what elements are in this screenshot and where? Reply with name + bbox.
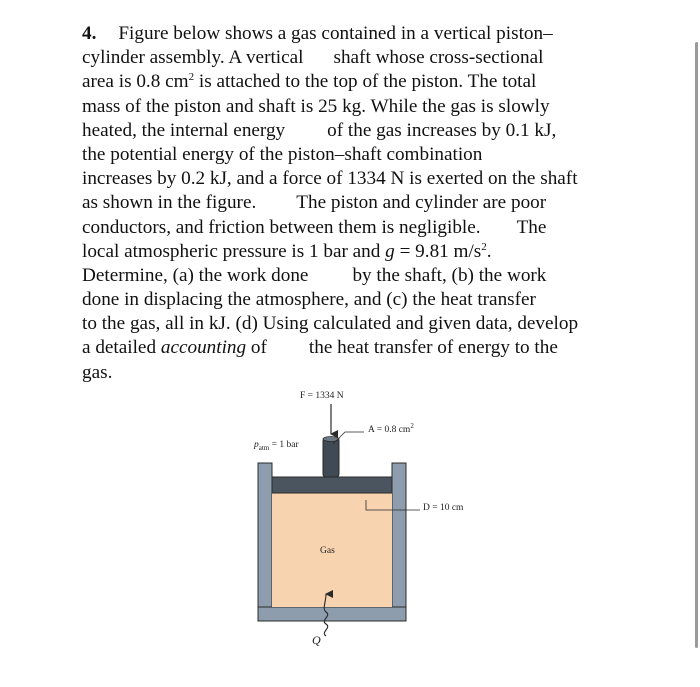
text-run: gas. xyxy=(82,361,113,383)
text-line xyxy=(82,361,642,385)
text-line xyxy=(82,70,642,94)
shaft xyxy=(323,438,339,477)
superscript: 2 xyxy=(188,71,195,84)
heat-label: Q xyxy=(312,633,321,647)
cylinder-wall-right xyxy=(392,463,406,621)
text-line xyxy=(82,312,642,336)
text-run: heated, the internal energy xyxy=(82,119,286,141)
area-label: A = 0.8 $cm^2$ xyxy=(368,422,414,435)
patm-label: $p_{atm} = 1$ bar xyxy=(254,440,299,452)
text-run: area is 0.8 cm xyxy=(82,71,189,93)
text-run: of the gas increases by 0.1 kJ, xyxy=(327,119,557,141)
figure-drawing xyxy=(240,388,480,678)
text-line xyxy=(82,95,642,119)
text-line xyxy=(82,264,642,288)
text-line xyxy=(82,288,642,312)
problem-number: 4. xyxy=(82,23,97,44)
superscript: 2 xyxy=(481,240,487,253)
diameter-label: D = 10 cm xyxy=(423,503,464,513)
text-run: as shown in the figure. xyxy=(82,192,257,214)
text-line xyxy=(82,143,642,167)
text-line xyxy=(82,46,642,70)
text-run: to the gas, all in kJ. (d) Using calculated and given data, develop xyxy=(82,313,579,335)
text-run: cylinder assembly. A vertical xyxy=(82,47,304,69)
text-run: . xyxy=(486,240,492,262)
text-line xyxy=(82,119,642,143)
force-label: F = 1334 N xyxy=(300,391,344,401)
gas-label: Gas xyxy=(320,546,335,556)
text-line xyxy=(82,216,642,240)
text-run: a detailed xyxy=(82,337,161,359)
text-run-italic: accounting xyxy=(160,337,247,359)
cylinder-wall-bottom xyxy=(258,607,406,621)
text-run: is attached to the top of the piston. The total xyxy=(194,71,537,93)
text-run-italic: g xyxy=(385,240,395,262)
scrollbar-thumb[interactable] xyxy=(695,42,698,648)
text-line xyxy=(82,191,642,215)
text-run: local atmospheric pressure is 1 bar and xyxy=(82,240,386,262)
text-run: done in displacing the atmosphere, and (c) the heat transfer xyxy=(82,289,536,311)
text-run: conductors, and friction between them is negligible. xyxy=(82,216,481,238)
text-line xyxy=(82,240,642,264)
text-run: of xyxy=(246,337,267,359)
piston-cylinder-figure xyxy=(240,388,480,678)
text-run: The xyxy=(516,216,547,238)
text-run: increases by 0.2 kJ, and a force of 1334 N is exerted on the shaft xyxy=(82,168,578,190)
piston xyxy=(272,477,392,493)
text-run: shaft whose cross-sectional xyxy=(333,47,544,69)
text-run: the heat transfer of energy to the xyxy=(308,337,558,359)
text-run: = 9.81 m/s xyxy=(394,240,482,262)
problem-statement xyxy=(82,22,642,385)
text-run: Figure below shows a gas contained in a vertical piston– xyxy=(118,23,553,44)
text-run: Determine, (a) the work done xyxy=(82,264,309,286)
text-line xyxy=(82,336,642,360)
text-run: mass of the piston and shaft is 25 kg. While the gas is slowly xyxy=(82,95,550,117)
text-line xyxy=(82,22,642,46)
text-run: The piston and cylinder are poor xyxy=(296,192,547,214)
text-run: by the shaft, (b) the work xyxy=(352,264,547,286)
text-run: the potential energy of the piston–shaft combination xyxy=(82,143,483,165)
cylinder-wall-left xyxy=(258,463,272,621)
text-line xyxy=(82,167,642,191)
